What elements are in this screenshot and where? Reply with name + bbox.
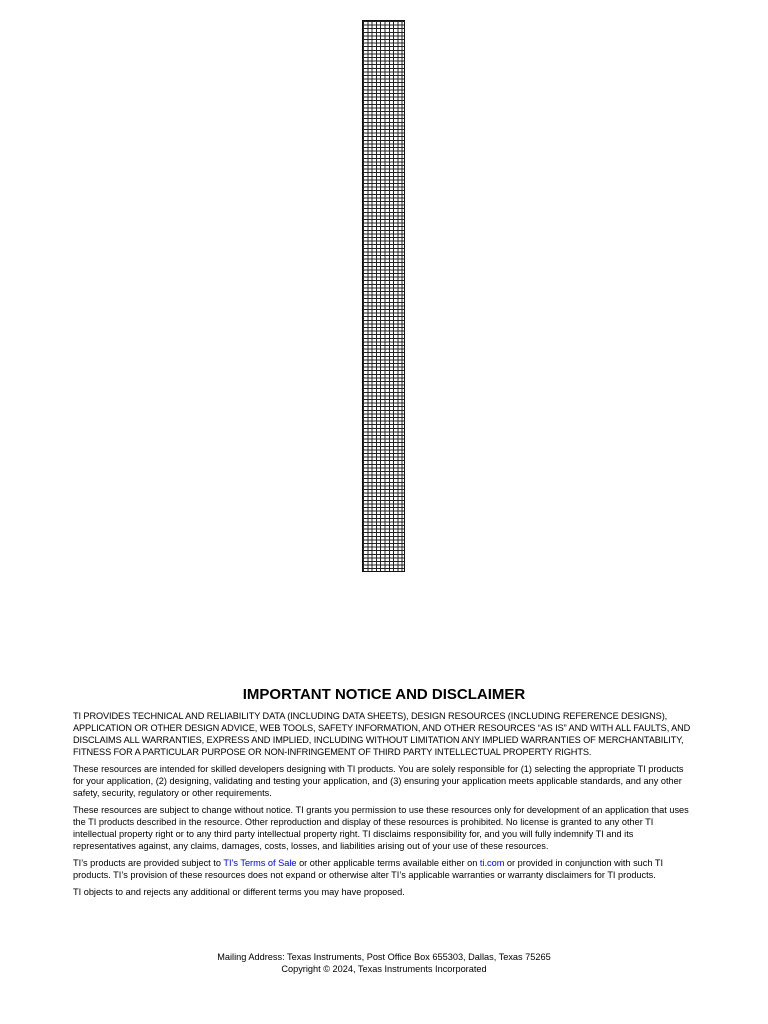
ti-com-link[interactable]: ti.com (479, 858, 505, 868)
terms-text-c: or provided in conjunction with such TI products. TI’s provision of these resources does not expand or otherwise alter TI’s applicable warranties or warranty disclaimers for TI products. (73, 858, 664, 880)
terms-text-b: or other applicable terms available either on (296, 858, 480, 868)
terms-of-sale-link[interactable]: TI’s Terms of Sale (223, 858, 297, 868)
footer (73, 951, 695, 975)
disclaimer-paragraph-warranty: TI PROVIDES TECHNICAL AND RELIABILITY DATA (INCLUDING DATA SHEETS), DESIGN RESOURCES (INCLUDING REFERENCE DESIGNS), APPLICATION OR OTHER DESIGN ADVICE, WEB TOOLS, SAFETY INFORMATION, AND OTHER RESOURCES “AS IS” AND WITH ALL FAULTS, AND DISCLAIMS ALL WARRANTIES, EXPRESS AND IMPLIED, INCLUDING WITHOUT LIMITATION ANY IMPLIED WARRANTIES OF MERCHANTABILITY, FITNESS FOR A PARTICULAR PURPOSE OR NON-INFRINGEMENT OF THIRD PARTY INTELLECTUAL PROPERTY RIGHTS. (73, 711, 691, 757)
disclaimer-paragraph-changes: These resources are subject to change without notice. TI grants you permission to use these resources only for development of an application that uses the TI products described in the resource. Other reproduction and display of these resources is prohibited. No license is granted to any other TI intellectual property right or to any third party intellectual property right. TI disclaims responsibility for, and you will fully indemnify TI and its representatives against, any claims, damages, costs, losses, and liabilities arising out of your use of these resources. (73, 805, 689, 851)
disclaimer-paragraph-terms (73, 857, 695, 881)
mailing-address: Mailing Address: Texas Instruments, Post Office Box 655303, Dallas, Texas 75265 (217, 952, 551, 962)
disclaimer-section (73, 686, 695, 903)
grid-graphic (362, 20, 405, 572)
copyright: Copyright © 2024, Texas Instruments Incorporated (281, 964, 487, 974)
disclaimer-paragraph-developers: These resources are intended for skilled developers designing with TI products. You are solely responsible for (1) selecting the appropriate TI products for your application, (2) designing, validating and testing your application, and (3) ensuring your application meets applicable standards, and any other safety, security, regulatory or other requirements. (73, 764, 684, 798)
terms-text-a: TI’s products are provided subject to (73, 858, 224, 868)
notice-title: IMPORTANT NOTICE AND DISCLAIMER (242, 686, 526, 703)
disclaimer-paragraph-objection: TI objects to and rejects any additional or different terms you may have proposed. (73, 887, 405, 897)
